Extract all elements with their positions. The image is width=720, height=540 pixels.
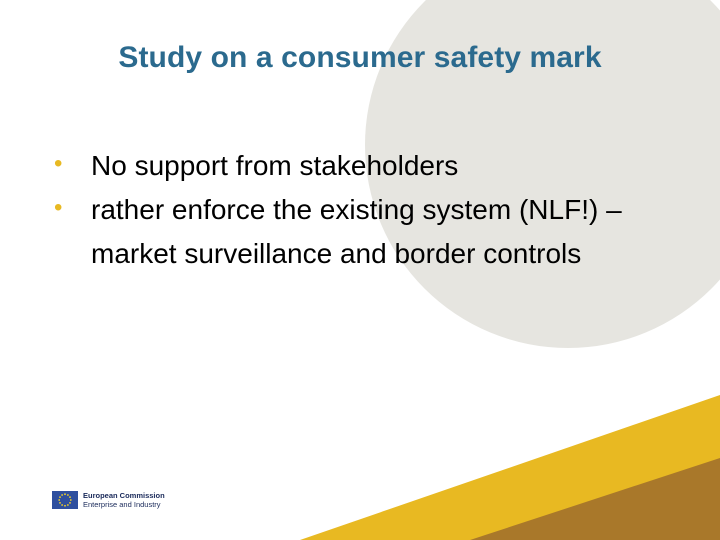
european-commission-logo [52,489,165,511]
bullet-dot-icon: • [54,194,63,221]
logo-line-dg: Enterprise and Industry [83,500,161,509]
eu-flag-icon [52,491,78,509]
slide-title: Study on a consumer safety mark [118,41,602,74]
bullet-item [54,144,654,188]
bullet-text: rather enforce the existing system (NLF!) – market surveillance and border controls [91,194,622,269]
logo-text [83,491,165,509]
bullet-list [54,144,654,276]
bullet-text: No support from stakeholders [91,150,459,181]
logo-line-commission: European Commission [83,491,165,500]
bullet-item [54,188,654,276]
bullet-dot-icon: • [54,150,63,177]
